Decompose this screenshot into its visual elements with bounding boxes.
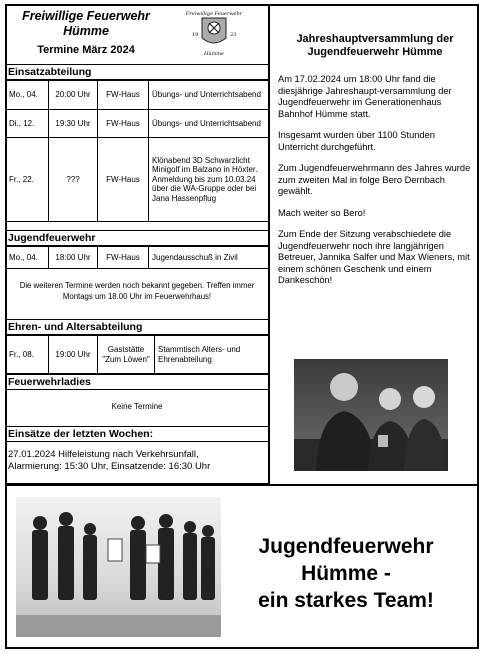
- page-title: [6, 5, 166, 45]
- table-row: [6, 247, 269, 269]
- article-paragraph: Zum Ende der Sitzung verabschiedete die Jugendfeuerwehr noch ihre langjährigen Betreuer, Jannika Salfer und Max Wieners, mit einem schönen Geschenk und einem Dankeschön!: [278, 229, 470, 285]
- event-place: FW-Haus: [98, 138, 149, 222]
- article-paragraph: Am 17.02.2024 um 18:00 Uhr fand die diesjährige Jahreshaupt-versammlung der Jugendfeuerwehr im Generationenhaus Bahnhof Hümme statt.: [278, 74, 452, 119]
- table-row: [6, 81, 269, 110]
- article-paragraph: Zum Jugendfeuerwehrmann des Jahres wurde zum zweiten Mal in folge Bero Dernbach gewählt.: [278, 163, 471, 196]
- article-paragraph: Mach weiter so Bero!: [278, 207, 366, 218]
- slogan-line-2: Hümme -: [301, 562, 391, 585]
- team-slogan: [234, 533, 458, 614]
- article-title-line-2: Jugendfeuerwehr Hümme: [307, 46, 443, 58]
- title-line-1: Freiwillige Feuerwehr: [22, 9, 150, 23]
- group-silhouette-icon: [16, 497, 221, 637]
- event-place: FW-Haus: [98, 81, 149, 110]
- group-photo: [16, 497, 221, 637]
- article-body: [278, 74, 474, 297]
- article-title-line-1: Jahreshauptversammlung der: [296, 33, 454, 45]
- ehren-table: [5, 335, 269, 374]
- incident-line-1: 27.01.2024 Hilfeleistung nach Verkehrsunfall,: [8, 449, 199, 460]
- jugend-table: [5, 246, 269, 269]
- title-line-2: Hümme: [63, 24, 109, 38]
- event-date: Di., 12.: [6, 110, 49, 138]
- table-row: [6, 138, 269, 222]
- event-time: 18:00 Uhr: [49, 247, 98, 269]
- award-photo: [294, 359, 448, 471]
- logo-year-right: 23: [230, 32, 237, 38]
- event-date: Mo., 04.: [6, 81, 49, 110]
- section-heading-einsatz: Einsatzabteilung: [5, 64, 269, 80]
- einsatz-table: [5, 80, 269, 222]
- incident-line-2: Alarmierung: 15:30 Uhr, Einsatzende: 16:30 Uhr: [8, 461, 211, 472]
- event-time: 20:00 Uhr: [49, 81, 98, 110]
- event-date: Fr., 22.: [6, 138, 49, 222]
- logo-year-left: 19: [192, 32, 199, 38]
- bottom-divider: [5, 484, 479, 486]
- event-time: ???: [49, 138, 98, 222]
- event-date: Mo., 04.: [6, 247, 49, 269]
- jugend-note: Die weiteren Termine werden noch bekannt gegeben. Treffen immer Montags um 18.00 Uhr im Feuerwehrhaus!: [19, 281, 255, 301]
- section-heading-jugend: Jugendfeuerwehr: [5, 230, 269, 246]
- article-paragraph: Insgesamt wurden über 1100 Stunden Unterricht durchgeführt.: [278, 130, 435, 152]
- month-subtitle: Termine März 2024: [37, 44, 135, 56]
- event-place: FW-Haus: [98, 247, 149, 269]
- table-row: [6, 110, 269, 138]
- slogan-line-1: Jugendfeuerwehr: [258, 535, 434, 558]
- ladies-no-events: Keine Termine: [111, 402, 163, 411]
- event-time: 19:00 Uhr: [49, 336, 98, 374]
- event-date: Fr., 08.: [6, 336, 49, 374]
- section-heading-ehren: Ehren- und Altersabteilung: [5, 319, 269, 335]
- people-silhouette-icon: [294, 359, 448, 471]
- event-description: Stammtisch Alters- und Ehrenabteilung: [155, 336, 269, 374]
- event-description: Jugendausschuß in Zivil: [149, 247, 269, 269]
- event-description: Übungs- und Unterrichtsabend: [149, 81, 269, 110]
- section-heading-ladies: Feuerwehrladies: [5, 374, 269, 390]
- slogan-line-3: ein starkes Team!: [258, 589, 434, 612]
- event-place: FW-Haus: [98, 110, 149, 138]
- event-description: Übungs- und Unterrichtsabend: [149, 110, 269, 138]
- event-description: Klönabend 3D Schwarzlicht Minigolf im Balzano in Höxter. Anmeldung bis zum 10.03.24 über die WA-Gruppe oder bei Jana Hassenpflug: [149, 138, 269, 222]
- event-place: Gaststätte "Zum Löwen": [98, 336, 155, 374]
- table-row: [6, 336, 269, 374]
- article-title: [274, 33, 476, 59]
- fire-brigade-emblem-icon: [178, 8, 250, 58]
- recent-incident: [8, 449, 266, 473]
- event-time: 19:30 Uhr: [49, 110, 98, 138]
- logo-text-top: Freiwillige Feuerwehr: [185, 11, 243, 17]
- section-heading-letzte: Einsätze der letzten Wochen:: [5, 426, 269, 442]
- logo-text-bottom: Hümme: [203, 51, 225, 57]
